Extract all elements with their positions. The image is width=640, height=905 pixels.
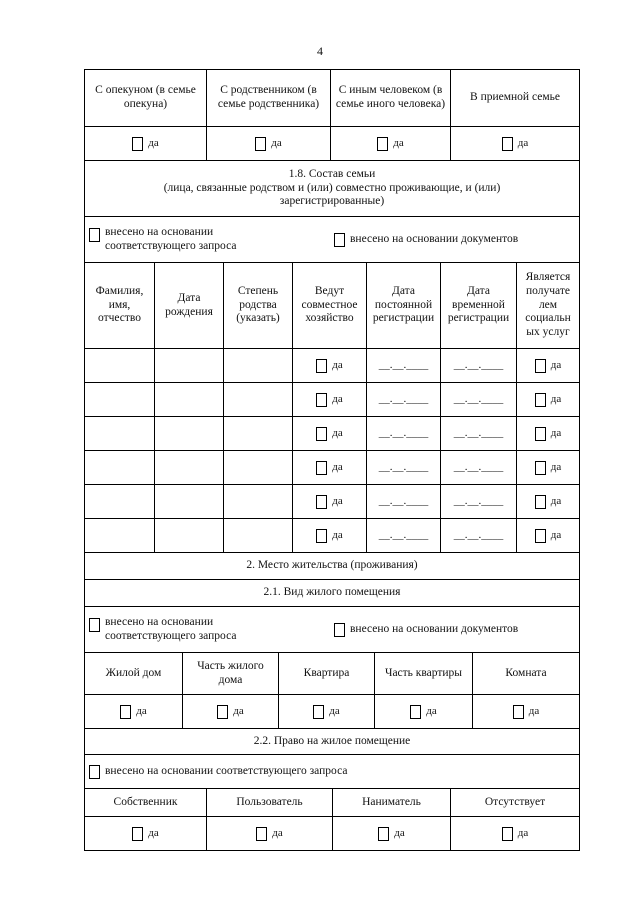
shared-household-cell bbox=[293, 349, 367, 382]
name-cell[interactable] bbox=[85, 417, 155, 450]
checkbox[interactable] bbox=[334, 233, 345, 247]
shared-household-cell bbox=[293, 383, 367, 416]
permanent-registration-date bbox=[367, 519, 441, 552]
section-title: 1.8. Состав семьи bbox=[288, 167, 376, 180]
social-services-cell bbox=[517, 383, 579, 416]
housing-type-checkbox-row bbox=[84, 695, 580, 729]
checkbox[interactable] bbox=[535, 359, 546, 373]
name-cell[interactable] bbox=[85, 519, 155, 552]
yes-label: да bbox=[332, 528, 343, 541]
guardian-header-cell: С иным человеком (в семье иного человека) bbox=[331, 70, 451, 126]
birthdate-cell[interactable] bbox=[155, 485, 224, 518]
checkbox[interactable] bbox=[535, 427, 546, 441]
column-header: Дата рождения bbox=[155, 263, 224, 348]
relation-cell[interactable] bbox=[224, 383, 293, 416]
section-1-8-header bbox=[84, 161, 580, 217]
relation-cell[interactable] bbox=[224, 485, 293, 518]
yes-label: да bbox=[148, 826, 159, 839]
basis-documents-label: внесено на основании документов bbox=[350, 622, 519, 635]
housing-right: Наниматель bbox=[333, 789, 451, 816]
social-services-cell bbox=[517, 519, 579, 552]
yes-label: да bbox=[550, 528, 562, 541]
name-cell[interactable] bbox=[85, 349, 155, 382]
guardian-checkbox-row bbox=[84, 127, 580, 161]
checkbox[interactable] bbox=[535, 529, 546, 543]
column-header: Дата временной регистрации bbox=[441, 263, 517, 348]
checkbox[interactable] bbox=[255, 137, 266, 151]
yes-label: да bbox=[272, 826, 283, 839]
birthdate-cell[interactable] bbox=[155, 417, 224, 450]
yes-label: да bbox=[517, 826, 529, 839]
yes-label: да bbox=[550, 426, 562, 439]
temporary-registration-date bbox=[441, 485, 517, 518]
name-cell[interactable] bbox=[85, 485, 155, 518]
birthdate-cell[interactable] bbox=[155, 349, 224, 382]
section-title: 2. Место жительства (проживания) bbox=[246, 559, 418, 572]
basis-row bbox=[84, 217, 580, 263]
date-placeholder[interactable]: __.__.____ bbox=[453, 426, 504, 439]
section-2-1-header bbox=[84, 580, 580, 607]
birthdate-cell[interactable] bbox=[155, 519, 224, 552]
yes-label: да bbox=[550, 392, 562, 405]
family-member-row bbox=[84, 383, 580, 417]
date-placeholder[interactable]: __.__.____ bbox=[378, 392, 429, 405]
column-header: Фамилия, имя, отчество bbox=[85, 263, 155, 348]
basis-request-label: внесено на основании соответствующего запроса bbox=[105, 615, 237, 642]
yes-label: да bbox=[332, 460, 343, 473]
checkbox[interactable] bbox=[410, 705, 421, 719]
date-placeholder[interactable]: __.__.____ bbox=[453, 392, 504, 405]
yes-label: да bbox=[136, 704, 147, 717]
housing-right-header bbox=[84, 789, 580, 817]
checkbox[interactable] bbox=[334, 623, 345, 637]
column-header: Степень родства (указать) bbox=[224, 263, 293, 348]
housing-type: Часть квартиры bbox=[375, 653, 473, 694]
column-header: Является получате лем социальн ых услуг bbox=[525, 271, 571, 339]
yes-label: да bbox=[271, 136, 282, 149]
social-services-cell bbox=[517, 451, 579, 484]
relation-cell[interactable] bbox=[224, 349, 293, 382]
birthdate-cell[interactable] bbox=[155, 383, 224, 416]
family-member-row bbox=[84, 519, 580, 553]
temporary-registration-date bbox=[441, 417, 517, 450]
section-title: 2.2. Право на жилое помещение bbox=[253, 734, 411, 747]
checkbox[interactable] bbox=[316, 359, 327, 373]
yes-label: да bbox=[550, 358, 562, 371]
shared-household-cell bbox=[293, 519, 367, 552]
date-placeholder[interactable]: __.__.____ bbox=[453, 528, 504, 541]
page-number: 4 bbox=[317, 44, 323, 58]
checkbox[interactable] bbox=[316, 495, 327, 509]
checkbox[interactable] bbox=[120, 705, 131, 719]
social-services-cell bbox=[517, 349, 579, 382]
basis-row bbox=[84, 755, 580, 789]
temporary-registration-date bbox=[441, 451, 517, 484]
yes-label: да bbox=[550, 494, 562, 507]
yes-label: да bbox=[332, 494, 343, 507]
checkbox[interactable] bbox=[89, 618, 100, 632]
basis-request-label: внесено на основании соответствующего запроса bbox=[105, 764, 348, 777]
birthdate-cell[interactable] bbox=[155, 451, 224, 484]
checkbox[interactable] bbox=[89, 228, 100, 242]
checkbox[interactable] bbox=[535, 495, 546, 509]
checkbox[interactable] bbox=[316, 529, 327, 543]
housing-right: Отсутствует bbox=[484, 795, 546, 808]
temporary-registration-date bbox=[441, 349, 517, 382]
basis-documents-label: внесено на основании документов bbox=[350, 232, 519, 245]
date-placeholder[interactable]: __.__.____ bbox=[453, 358, 504, 371]
section-2-2-header bbox=[84, 729, 580, 755]
checkbox[interactable] bbox=[217, 705, 228, 719]
permanent-registration-date bbox=[367, 349, 441, 382]
date-placeholder[interactable]: __.__.____ bbox=[378, 426, 429, 439]
yes-label: да bbox=[332, 358, 343, 371]
relation-cell[interactable] bbox=[224, 451, 293, 484]
family-member-row bbox=[84, 485, 580, 519]
permanent-registration-date bbox=[367, 383, 441, 416]
family-member-row bbox=[84, 349, 580, 383]
shared-household-cell bbox=[293, 451, 367, 484]
shared-household-cell bbox=[293, 485, 367, 518]
housing-type: Квартира bbox=[279, 653, 375, 694]
yes-label: да bbox=[148, 136, 159, 149]
yes-label: да bbox=[528, 704, 540, 717]
checkbox[interactable] bbox=[316, 461, 327, 475]
checkbox[interactable] bbox=[378, 827, 389, 841]
checkbox[interactable] bbox=[502, 827, 513, 841]
yes-label: да bbox=[426, 704, 437, 717]
housing-type-header bbox=[84, 653, 580, 695]
family-member-row bbox=[84, 451, 580, 485]
form-table bbox=[84, 69, 580, 851]
yes-label: да bbox=[550, 460, 562, 473]
checkbox[interactable] bbox=[313, 705, 324, 719]
checkbox[interactable] bbox=[535, 461, 546, 475]
date-placeholder[interactable]: __.__.____ bbox=[378, 358, 429, 371]
column-header: Дата постоянной регистрации bbox=[367, 263, 441, 348]
date-placeholder[interactable]: __.__.____ bbox=[378, 528, 429, 541]
yes-label: да bbox=[233, 704, 244, 717]
temporary-registration-date bbox=[441, 519, 517, 552]
housing-type: Часть жилого дома bbox=[183, 653, 279, 694]
yes-label: да bbox=[517, 136, 529, 149]
section-2-header bbox=[84, 553, 580, 580]
checkbox[interactable] bbox=[132, 137, 143, 151]
checkbox[interactable] bbox=[256, 827, 267, 841]
yes-label: да bbox=[332, 392, 343, 405]
date-placeholder[interactable]: __.__.____ bbox=[378, 460, 429, 473]
checkbox[interactable] bbox=[535, 393, 546, 407]
housing-right-checkbox-row bbox=[84, 817, 580, 851]
basis-row bbox=[84, 607, 580, 653]
column-header: Ведут совместное хозяйство bbox=[293, 263, 367, 348]
social-services-cell bbox=[517, 417, 579, 450]
housing-right: Пользователь bbox=[207, 789, 333, 816]
yes-label: да bbox=[329, 704, 340, 717]
checkbox[interactable] bbox=[316, 427, 327, 441]
permanent-registration-date bbox=[367, 417, 441, 450]
name-cell[interactable] bbox=[85, 383, 155, 416]
section-subtitle: (лица, связанные родством и (или) совместно проживающие, и (или) зарегистрированные) bbox=[163, 181, 501, 208]
housing-right: Собственник bbox=[85, 789, 207, 816]
guardian-header-row bbox=[84, 69, 580, 127]
guardian-header-cell: С родственником (в семье родственника) bbox=[207, 70, 331, 126]
name-cell[interactable] bbox=[85, 451, 155, 484]
basis-request-label: внесено на основании соответствующего запроса bbox=[105, 225, 237, 252]
relation-cell[interactable] bbox=[224, 417, 293, 450]
shared-household-cell bbox=[293, 417, 367, 450]
date-placeholder[interactable]: __.__.____ bbox=[453, 494, 504, 507]
relation-cell[interactable] bbox=[224, 519, 293, 552]
housing-type: Жилой дом bbox=[85, 653, 183, 694]
checkbox[interactable] bbox=[377, 137, 388, 151]
section-title: 2.1. Вид жилого помещения bbox=[263, 586, 401, 599]
guardian-header-cell: С опекуном (в семье опекуна) bbox=[85, 70, 207, 126]
yes-label: да bbox=[332, 426, 343, 439]
housing-type: Комната bbox=[505, 666, 547, 679]
yes-label: да bbox=[394, 826, 405, 839]
temporary-registration-date bbox=[441, 383, 517, 416]
checkbox[interactable] bbox=[316, 393, 327, 407]
date-placeholder[interactable]: __.__.____ bbox=[453, 460, 504, 473]
family-table-header bbox=[84, 263, 580, 349]
yes-label: да bbox=[393, 136, 404, 149]
family-member-row bbox=[84, 417, 580, 451]
permanent-registration-date bbox=[367, 451, 441, 484]
checkbox[interactable] bbox=[502, 137, 513, 151]
guardian-header-cell: В приемной семье bbox=[470, 91, 560, 104]
date-placeholder[interactable]: __.__.____ bbox=[378, 494, 429, 507]
checkbox[interactable] bbox=[89, 765, 100, 779]
checkbox[interactable] bbox=[132, 827, 143, 841]
social-services-cell bbox=[517, 485, 579, 518]
permanent-registration-date bbox=[367, 485, 441, 518]
checkbox[interactable] bbox=[513, 705, 524, 719]
